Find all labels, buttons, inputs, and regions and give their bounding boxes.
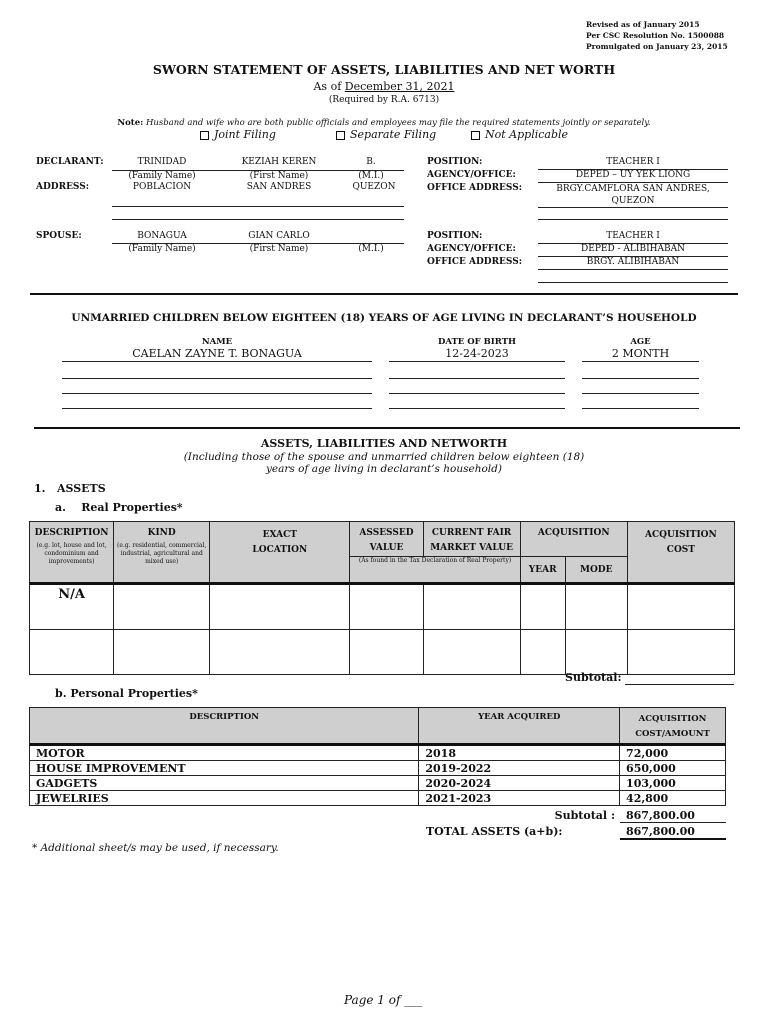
separate-filing-option[interactable]: Separate Filing xyxy=(336,128,436,141)
declarant-agency: DEPED – UY YEK LIONG xyxy=(575,170,691,180)
personal-cost-header: ACQUISITION COST/AMOUNT xyxy=(620,708,726,745)
checkbox-icon[interactable] xyxy=(200,131,209,140)
first-name-caption: (First Name) xyxy=(249,171,309,181)
office-address-label: OFFICE ADDRESS: xyxy=(427,183,523,193)
real-properties-table xyxy=(29,521,735,675)
spouse-office-address: BRGY. ALIBIHABAN xyxy=(586,257,680,267)
personal-subtotal-value: 867,800.00 xyxy=(626,809,695,822)
assets-sub-1: (Including those of the spouse and unmarried children below eighteen (18) xyxy=(183,451,585,463)
assets-sub-2: years of age living in declarant’s household) xyxy=(266,463,502,475)
assessed-value-header: ASSESSED VALUE xyxy=(350,522,423,557)
spouse-mi-caption: (M.I.) xyxy=(358,244,384,254)
total-assets-value: 867,800.00 xyxy=(626,825,695,838)
as-of-label: As of xyxy=(313,80,342,93)
note-label: Note: xyxy=(117,118,144,128)
declarant-position: TEACHER I xyxy=(606,157,660,167)
position-label: POSITION: xyxy=(427,157,483,167)
spouse-first-name: GIAN CARLO xyxy=(248,231,310,241)
spouse-agency-label: AGENCY/OFFICE: xyxy=(427,244,516,254)
required-text: (Required by R.A. 6713) xyxy=(328,95,440,105)
divider xyxy=(30,293,738,295)
year-header: YEAR xyxy=(520,557,565,584)
child-dob: 12-24-2023 xyxy=(445,347,509,360)
declarant-first-name: KEZIAH KEREN xyxy=(241,157,317,167)
joint-filing-option[interactable]: Joint Filing xyxy=(200,128,276,141)
as-of-date: December 31, 2021 xyxy=(344,80,455,93)
spouse-family-caption: (Family Name) xyxy=(128,244,196,254)
not-applicable-option[interactable]: Not Applicable xyxy=(471,128,568,141)
spouse-position-label: POSITION: xyxy=(427,231,483,241)
footnote: * Additional sheet/s may be used, if necessary. xyxy=(32,842,279,854)
resolution-text: Per CSC Resolution No. 1500088 xyxy=(586,31,725,40)
child-name: CAELAN ZAYNE T. BONAGUA xyxy=(132,347,302,360)
kind-header: KIND (e.g. residential, commercial, industrial, agricultural and mixed use) xyxy=(114,522,210,584)
child-age: 2 MONTH xyxy=(611,347,670,360)
children-age-header: AGE xyxy=(630,337,651,347)
spouse-first-caption: (First Name) xyxy=(249,244,309,254)
declarant-label: DECLARANT: xyxy=(36,157,104,167)
note xyxy=(0,118,768,128)
children-name-header: NAME xyxy=(201,337,233,347)
spouse-label: SPOUSE: xyxy=(36,231,82,241)
as-of-line xyxy=(0,80,768,93)
mi-caption: (M.I.) xyxy=(358,171,384,181)
divider xyxy=(34,427,740,429)
acquisition-header: ACQUISITION xyxy=(520,522,627,557)
assets-heading: ASSETS, LIABILITIES AND NETWORTH xyxy=(260,437,508,450)
address-line-3: QUEZON xyxy=(352,182,396,192)
real-subtotal-label: Subtotal: xyxy=(565,671,622,684)
page-title: SWORN STATEMENT OF ASSETS, LIABILITIES AND NET WORTH xyxy=(152,62,616,77)
checkbox-icon[interactable] xyxy=(336,131,345,140)
spouse-office-label: OFFICE ADDRESS: xyxy=(427,257,523,267)
personal-desc-header: DESCRIPTION xyxy=(30,708,419,745)
address-line-1: POBLACION xyxy=(132,182,192,192)
agency-label: AGENCY/OFFICE: xyxy=(427,170,516,180)
table-row: HOUSE IMPROVEMENT 2019-2022 650,000 xyxy=(30,761,726,776)
checkbox-icon[interactable] xyxy=(471,131,480,140)
note-text: Husband and wife who are both public officials and employees may file the required statements jointly or separately. xyxy=(145,118,651,128)
children-dob-header: DATE OF BIRTH xyxy=(437,337,517,347)
spouse-family-name: BONAGUA xyxy=(137,231,187,241)
location-header: EXACT LOCATION xyxy=(210,522,350,584)
declarant-mi: B. xyxy=(366,157,376,167)
assets-label: 1. ASSETS xyxy=(34,482,106,495)
revised-text: Revised as of January 2015 xyxy=(586,20,700,29)
real-property-na: N/A xyxy=(30,584,114,630)
declarant-office-address: BRGY.CAMFLORA SAN ANDRES, QUEZON xyxy=(556,184,710,206)
promulgated-text: Promulgated on January 23, 2015 xyxy=(586,42,728,51)
table-row: MOTOR 2018 72,000 xyxy=(30,745,726,761)
page-number: Page 1 of ___ xyxy=(344,993,423,1007)
family-name-caption: (Family Name) xyxy=(128,171,196,181)
table-row: GADGETS 2020-2024 103,000 xyxy=(30,776,726,791)
personal-properties-label: b. Personal Properties* xyxy=(55,687,198,700)
acquisition-cost-header: ACQUISITION COST xyxy=(627,522,734,584)
description-header: DESCRIPTION (e.g. lot, house and lot, condominium and improvements) xyxy=(30,522,114,584)
real-properties-label: a. Real Properties* xyxy=(55,501,183,514)
mode-header: MODE xyxy=(565,557,627,584)
personal-properties-table xyxy=(29,707,726,806)
revision-info xyxy=(586,19,728,52)
personal-subtotal-label: Subtotal : xyxy=(554,809,615,822)
declarant-family-name: TRINIDAD xyxy=(137,157,187,167)
table-row: JEWELRIES 2021-2023 42,800 xyxy=(30,791,726,806)
address-line-2: SAN ANDRES xyxy=(246,182,312,192)
spouse-agency: DEPED - ALIBIHABAN xyxy=(581,244,685,254)
tax-declaration-note: (As found in the Tax Declaration of Real Property) xyxy=(350,557,520,584)
market-value-header: CURRENT FAIR MARKET VALUE xyxy=(423,522,520,557)
personal-year-header: YEAR ACQUIRED xyxy=(419,708,620,745)
spouse-position: TEACHER I xyxy=(606,231,660,241)
address-label: ADDRESS: xyxy=(36,182,90,192)
children-heading: UNMARRIED CHILDREN BELOW EIGHTEEN (18) YEARS OF AGE LIVING IN DECLARANT’S HOUSEHOLD xyxy=(71,312,697,324)
total-assets-label: TOTAL ASSETS (a+b): xyxy=(426,825,563,838)
